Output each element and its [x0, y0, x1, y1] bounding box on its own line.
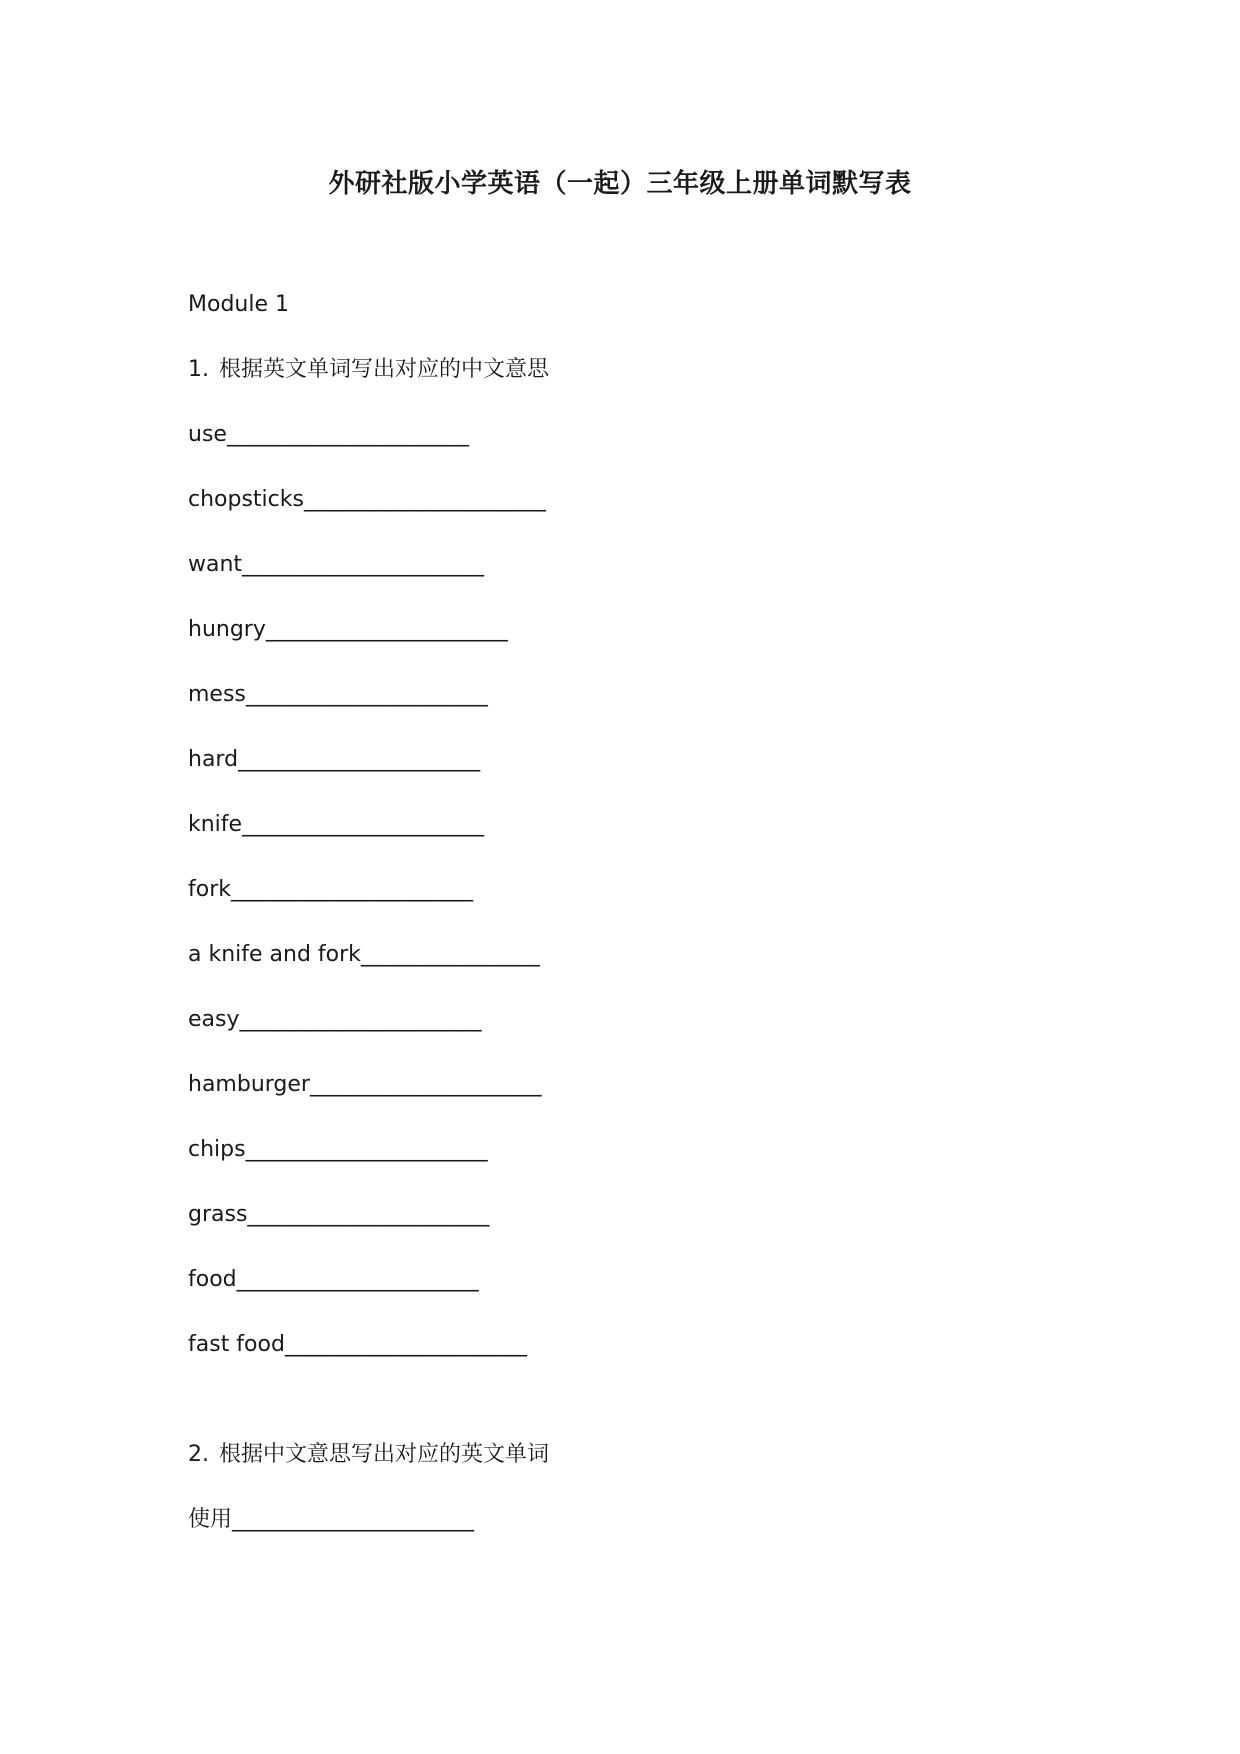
section-2-list [188, 1505, 1088, 1535]
section-1-instruction: 根据英文单词写出对应的中文意思 [219, 357, 550, 382]
vocab-item [188, 1505, 1088, 1535]
section-gap [188, 1395, 1088, 1440]
vocab-word: fast food [188, 1332, 285, 1357]
answer-blank[interactable]: _______________________ [239, 1007, 481, 1032]
vocab-item [188, 875, 1088, 905]
vocab-word: 使用 [188, 1507, 233, 1532]
vocab-item [188, 485, 1088, 515]
answer-blank[interactable]: _______________________ [303, 487, 546, 512]
answer-blank[interactable]: _______________________ [265, 617, 508, 642]
answer-blank[interactable]: ______________________ [309, 1072, 541, 1097]
vocab-word: easy [188, 1007, 240, 1032]
answer-blank[interactable]: _______________________ [238, 747, 480, 772]
vocab-word: use [188, 422, 227, 447]
vocab-item [188, 810, 1088, 840]
section-2-number: 2. [188, 1442, 209, 1467]
vocab-item [188, 680, 1088, 710]
vocab-item [188, 1330, 1088, 1360]
vocab-word: chopsticks [188, 487, 304, 512]
vocab-word: food [188, 1267, 237, 1292]
answer-blank[interactable]: _______________________ [242, 552, 484, 577]
answer-blank[interactable]: _______________________ [284, 1332, 527, 1357]
answer-blank[interactable]: _______________________ [226, 422, 469, 447]
vocab-item [188, 1005, 1088, 1035]
answer-blank[interactable]: _______________________ [245, 682, 488, 707]
vocab-item [188, 1265, 1088, 1295]
vocab-word: fork [188, 877, 231, 902]
section-1-list [188, 420, 1088, 1360]
answer-blank[interactable]: _________________ [360, 942, 540, 967]
vocab-word: knife [188, 812, 243, 837]
section-2-instruction: 根据中文意思写出对应的英文单词 [219, 1442, 550, 1467]
worksheet-content [188, 290, 1088, 1570]
vocab-word: chips [188, 1137, 246, 1162]
vocab-word: want [188, 552, 243, 577]
module-heading: Module 1 [188, 292, 289, 317]
vocab-word: grass [188, 1202, 248, 1227]
answer-blank[interactable]: _______________________ [247, 1202, 489, 1227]
answer-blank[interactable]: _______________________ [242, 812, 484, 837]
section-2-heading [188, 1440, 1088, 1470]
vocab-item [188, 1200, 1088, 1230]
section-1-heading [188, 355, 1088, 385]
vocab-item [188, 615, 1088, 645]
vocab-word: hamburger [188, 1072, 310, 1097]
vocab-item [188, 550, 1088, 580]
answer-blank[interactable]: _______________________ [232, 1507, 474, 1532]
vocab-word: hard [188, 747, 239, 772]
vocab-word: a knife and fork [188, 942, 361, 967]
vocab-item [188, 940, 1088, 970]
vocab-word: mess [188, 682, 246, 707]
vocab-word: hungry [188, 617, 266, 642]
answer-blank[interactable]: _______________________ [236, 1267, 479, 1292]
answer-blank[interactable]: _______________________ [231, 877, 473, 902]
vocab-item [188, 420, 1088, 450]
answer-blank[interactable]: _______________________ [245, 1137, 488, 1162]
vocab-item [188, 1070, 1088, 1100]
section-1-number: 1. [188, 357, 209, 382]
vocab-item [188, 1135, 1088, 1165]
page-title: 外研社版小学英语（一起）三年级上册单词默写表 [328, 169, 912, 199]
vocab-item [188, 745, 1088, 775]
